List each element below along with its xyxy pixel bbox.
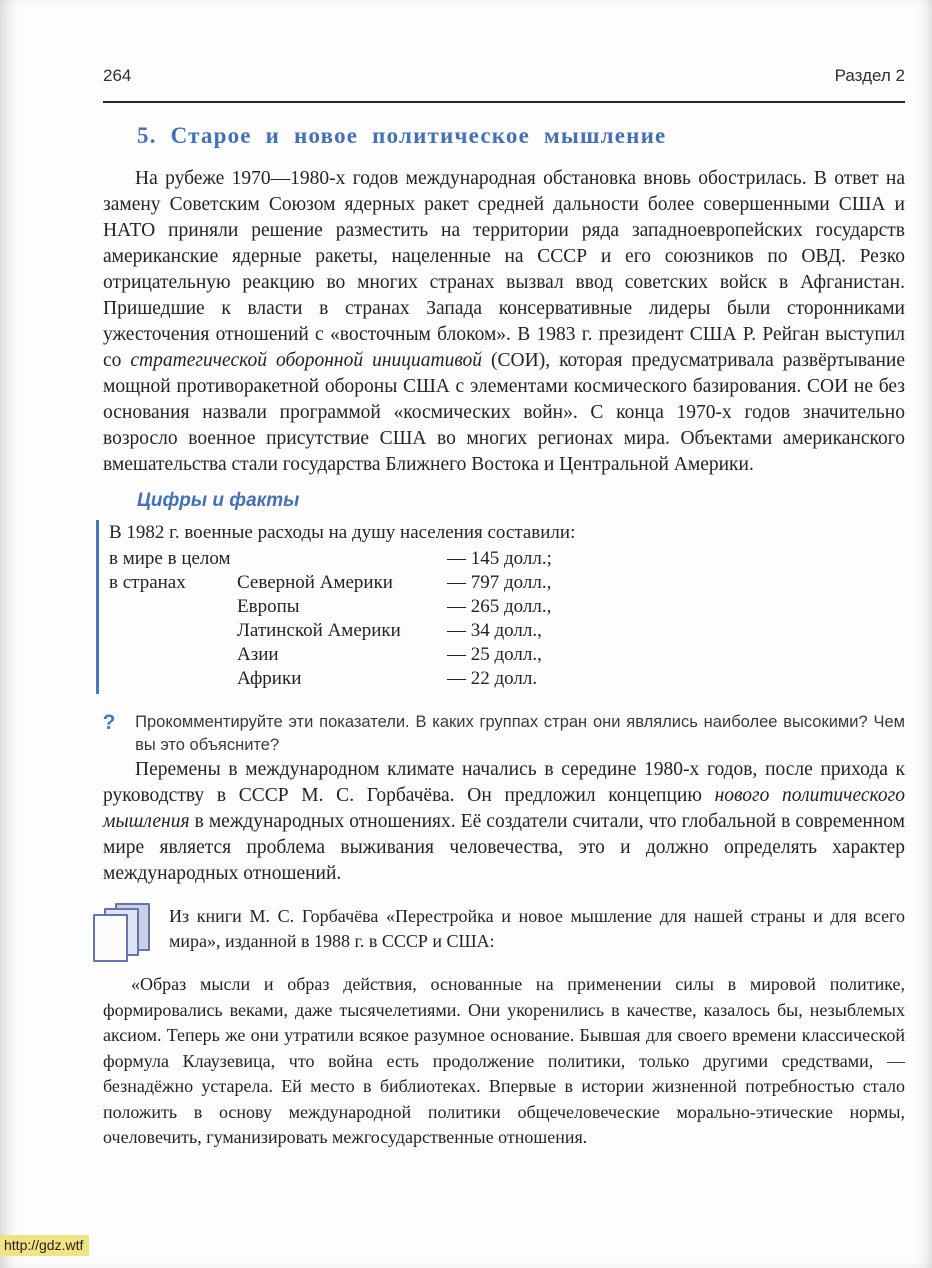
facts-block (96, 520, 905, 694)
facts-cell-region: Северной Америки (237, 572, 393, 593)
facts-row (109, 643, 905, 667)
facts-row (109, 571, 905, 595)
paragraph-1-emphasis: стратегической оборонной инициативой (130, 350, 483, 371)
paragraph-1-text: На рубеже 1970—1980-х годов международная обстановка вновь обострилась. В ответ на замену Советским Союзом ядерных ракет средней дальности более совершенными США и НАТО приняли решение разместить на территории ряда западноевропейских государств американские ядерные ракеты, нацеленные на СССР и его союзников по ОВД. Резко отрицательную реакцию во многих странах вызвал ввод советских войск в Афганистан. Пришедшие к власти в странах Запада консервативные лидеры были сторонниками ужесточения отношений с «восточным блоком». В 1983 г. президент США Р. Рейган выступил со (103, 168, 905, 371)
section-label: Раздел 2 (834, 66, 905, 85)
paragraph-1-text-2: (СОИ), которая предусматривала развёртывание мощной противоракетной обороны США с элементами космического базирования. СОИ не без основания назвали программой «космических войн». С конца 1970-х годов значительно возросло военное присутствие США во многих регионах мира. Объектами американского вмешательства стали государства Ближнего Востока и Центральной Америки. (103, 350, 906, 475)
paragraph-2-text: Перемены в международном климате начались в середине 1980-х годов, после прихода к руководству в СССР М. С. Горбачёва. Он предложил концепцию (103, 759, 905, 806)
facts-row (109, 595, 905, 619)
facts-cell-value: — 22 долл. (447, 668, 538, 689)
paragraph-2-emphasis: нового политического мышления (103, 785, 905, 832)
facts-cell-value: — 34 долл., (447, 620, 542, 641)
quote-header (103, 903, 905, 967)
question-text: Прокомментируйте эти показатели. В каких группах стран они являлись наиболее высокими? Чем вы это объясните? (135, 713, 905, 754)
facts-row (109, 667, 905, 691)
quote-body: «Образ мысли и образ действия, основанные на применении силы в мировой политике, формировались веками, даже тысячелетиями. Они укоренились в качестве, казалось бы, незыблемых аксиом. Теперь же они утратили всякое разумное основание. Бывшая для своего времени классической формула Клаузевица, что война есть продолжение политики, только другими средствами, — безнадёжно устарела. Ей место в библиотеках. Впервые в истории жизненной потребностью стало положить в основу международной политики общечеловеческие морально-этические нормы, очеловечить, гуманизировать межгосударственные отношения. (103, 974, 905, 1147)
facts-cell-region: Азии (237, 644, 279, 665)
facts-cell-value: — 145 долл.; (447, 548, 552, 569)
facts-table (109, 547, 905, 691)
facts-cell-value: — 25 долл., (447, 644, 542, 665)
facts-cell-group: в мире в целом (109, 548, 231, 569)
watermark: http://gdz.wtf (0, 1235, 89, 1256)
paragraph-1 (103, 166, 905, 478)
paragraph-2-text-2: в международных отношениях. Её создатели считали, что глобальной в современном мире является проблема выживания человечества, это и должно определять характер международных отношений. (103, 811, 905, 884)
book-front (93, 914, 128, 962)
facts-row (109, 547, 905, 571)
facts-cell-region (237, 547, 447, 571)
facts-cell-group (109, 667, 237, 691)
books-icon (93, 903, 157, 967)
facts-title: Цифры и факты (137, 490, 300, 511)
facts-cell-region: Латинской Америки (237, 620, 401, 641)
facts-cell-group: в странах (109, 572, 186, 593)
paragraph-2 (103, 757, 905, 887)
page-header (103, 66, 905, 86)
page-number: 264 (103, 66, 132, 85)
facts-cell-group (109, 619, 237, 643)
facts-cell-value: — 265 долл., (447, 596, 552, 617)
quote-section (103, 903, 905, 1151)
header-rule (103, 101, 905, 103)
facts-cell-value: — 797 долл., (447, 572, 552, 593)
facts-cell-group (109, 643, 237, 667)
chapter-heading: 5. Старое и новое политическое мышление (137, 123, 667, 148)
facts-cell-group (109, 595, 237, 619)
quote-source: Из книги М. С. Горбачёва «Перестройка и новое мышление для нашей страны и для всего мира», изданной в 1988 г. в СССР и США: (169, 906, 905, 951)
facts-cell-region: Европы (237, 596, 300, 617)
question-block (98, 711, 905, 757)
facts-cell-region: Африки (237, 668, 302, 689)
facts-row (109, 619, 905, 643)
question-mark-icon: ? (102, 711, 116, 734)
facts-intro: В 1982 г. военные расходы на душу населения составили: (109, 522, 576, 543)
